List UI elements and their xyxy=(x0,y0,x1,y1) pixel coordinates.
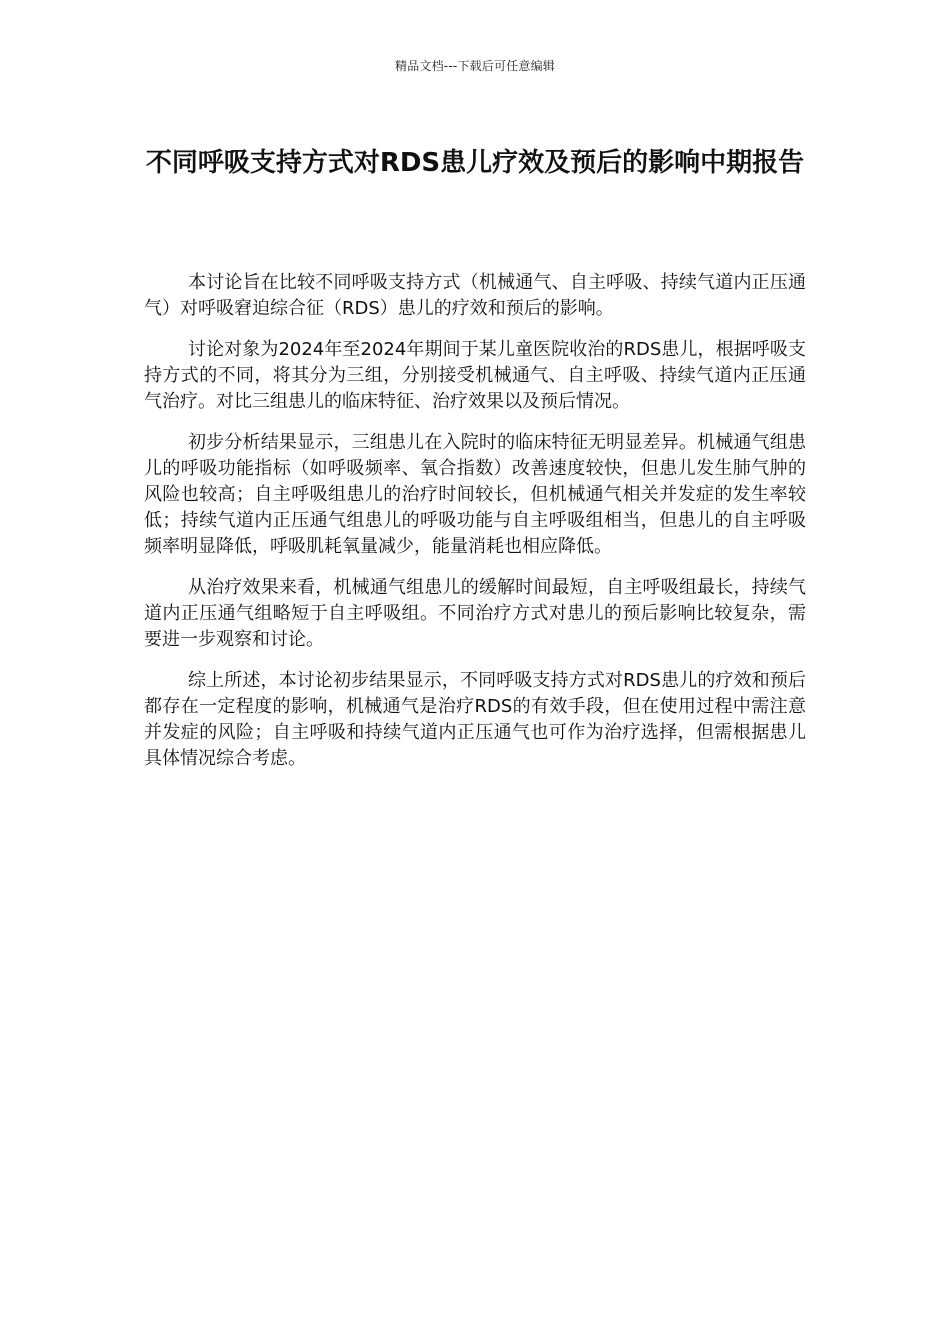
paragraph-preliminary-results: 初步分析结果显示，三组患儿在入院时的临床特征无明显差异。机械通气组患儿的呼吸功能指标（如呼吸频率、氧合指数）改善速度较快，但患儿发生肺气肿的风险也较高；自主呼吸组患儿的治疗时间较长，但机械通气相关并发症的发生率较低；持续气道内正压通气组患儿的呼吸功能与自主呼吸组相当，但患儿的自主呼吸频率明显降低，呼吸肌耗氧量减少，能量消耗也相应降低。 xyxy=(144,432,806,557)
paragraph-conclusion: 综上所述，本讨论初步结果显示，不同呼吸支持方式对RDS患儿的疗效和预后都存在一定程度的影响，机械通气是治疗RDS的有效手段，但在使用过程中需注意并发症的风险；自主呼吸和持续气道内正压通气也可作为治疗选择，但需根据患儿具体情况综合考虑。 xyxy=(144,670,806,769)
header-note: 精品文档---下载后可任意编辑 xyxy=(395,59,555,73)
paragraph-treatment-effect: 从治疗效果来看，机械通气组患儿的缓解时间最短，自主呼吸组最长，持续气道内正压通气组略短于自主呼吸组。不同治疗方式对患儿的预后影响比较复杂，需要进一步观察和讨论。 xyxy=(144,577,806,650)
document-body xyxy=(144,270,806,787)
document-title: 不同呼吸支持方式对RDS患儿疗效及预后的影响中期报告 xyxy=(145,148,805,178)
paragraph-subjects: 讨论对象为2024年至2024年期间于某儿童医院收治的RDS患儿，根据呼吸支持方式的不同，将其分为三组，分别接受机械通气、自主呼吸、持续气道内正压通气治疗。对比三组患儿的临床特征、治疗效果以及预后情况。 xyxy=(144,339,806,412)
paragraph-objective: 本讨论旨在比较不同呼吸支持方式（机械通气、自主呼吸、持续气道内正压通气）对呼吸窘迫综合征（RDS）患儿的疗效和预后的影响。 xyxy=(144,272,806,319)
